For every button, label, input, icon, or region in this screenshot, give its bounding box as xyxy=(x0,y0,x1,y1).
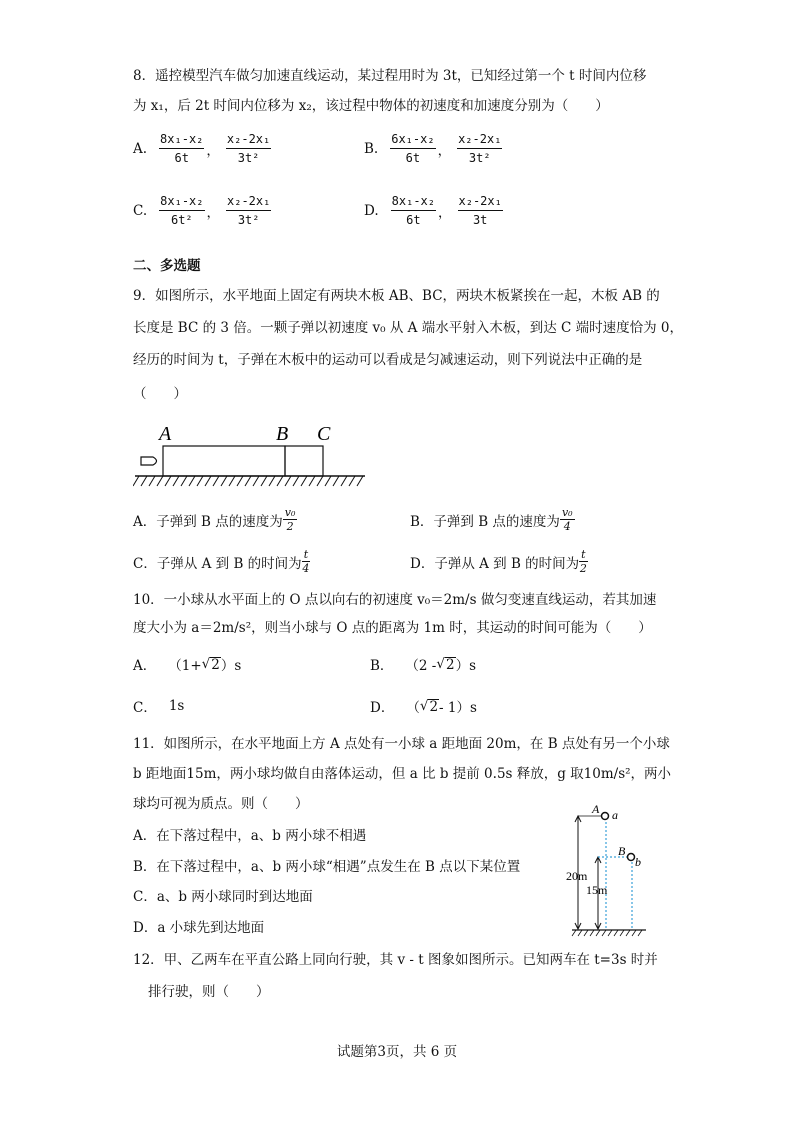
q11-figure-falling-balls xyxy=(562,800,662,942)
q9-option-b-key: B． xyxy=(410,513,434,530)
q9-option-d-fraction: $\frac{t}{2}$ xyxy=(579,548,587,575)
q9-option-c-key: C． xyxy=(133,555,157,572)
q11-option-c[interactable]: C．a、b 两小球同时到达地面 xyxy=(133,889,313,905)
q9-option-a-text: 子弹到 B 点的速度为 xyxy=(156,513,283,530)
q9-label-a: A xyxy=(159,423,172,445)
q12-stem-line1: 12．甲、乙两车在平直公路上同向行驶，其 v - t 图象如图所示。已知两车在 t=3s 时并 xyxy=(133,952,658,968)
q8-option-c-fraction-1: $\frac{\text{8x₁-x₂}}{\text{6t²}}$ xyxy=(160,194,204,227)
q10-option-b-key: B． xyxy=(370,658,394,674)
q8-option-b[interactable]: B. $\frac{\text{6x₁-x₂}}{6t}$ ， $\frac{\text{x₂-2x₁}}{\text{3t²}}$ xyxy=(364,132,502,165)
q8-option-c-key: C. xyxy=(133,203,148,219)
q8-option-a[interactable]: A. $\frac{\text{8x₁-x₂}}{6t}$ ， $\frac{\text{x₂-2x₁}}{\text{3t²}}$ xyxy=(133,132,271,165)
q9-board-bc xyxy=(285,446,323,476)
q9-option-b[interactable] xyxy=(410,506,575,533)
q11-label-20m: 20m xyxy=(566,869,588,883)
q8-option-a-key: A. xyxy=(133,141,148,157)
q8-option-c[interactable]: C. $\frac{\text{8x₁-x₂}}{\text{6t²}}$ ， $\frac{\text{x₂-2x₁}}{\text{3t²}}$ xyxy=(133,194,271,227)
q9-label-b: B xyxy=(276,423,289,445)
q11-label-point-a: A xyxy=(592,802,600,816)
q8-option-c-fraction-2: $\frac{\text{x₂-2x₁}}{\text{3t²}}$ xyxy=(227,194,271,227)
q11-ball-b xyxy=(628,854,635,861)
bullet-icon xyxy=(141,457,157,465)
q11-label-15m: 15m xyxy=(586,883,608,897)
q8-option-d-fraction-1: $\frac{\text{8x₁-x₂}}{6t}$ xyxy=(391,194,435,227)
q11-option-b[interactable]: B．在下落过程中，a、b 两小球“相遇”点发生在 B 点以下某位置 xyxy=(133,859,521,875)
q9-label-c: C xyxy=(317,423,331,445)
q9-option-b-text: 子弹到 B 点的速度为 xyxy=(433,513,560,530)
q9-option-c-fraction: $\frac{t}{4}$ xyxy=(302,548,310,575)
q9-ground-hatching xyxy=(133,476,363,486)
q9-option-b-fraction: $\frac{\text{v₀}}{4}$ xyxy=(561,506,573,533)
q9-option-d-key: D． xyxy=(410,555,435,572)
q10-option-c-key: C． xyxy=(133,700,157,716)
q9-option-a-fraction: $\frac{\text{v₀}}{2}$ xyxy=(284,506,296,533)
q12-stem-line2: 排行驶，则（ ） xyxy=(148,984,270,1000)
q9-stem-line4: （ ） xyxy=(133,386,187,402)
q9-figure-boards xyxy=(133,420,373,496)
q8-option-a-fraction-1: $\frac{\text{8x₁-x₂}}{6t}$ xyxy=(160,132,204,165)
q11-label-point-b: B xyxy=(618,844,626,858)
q8-option-b-fraction-2: $\frac{\text{x₂-2x₁}}{\text{3t²}}$ xyxy=(458,132,502,165)
q11-option-a[interactable]: A．在下落过程中，a、b 两小球不相遇 xyxy=(133,828,367,844)
q10-option-c[interactable]: C． 1s xyxy=(133,698,185,716)
q8-option-d[interactable]: D. $\frac{\text{8x₁-x₂}}{6t}$ ， $\frac{\text{x₂-2x₁}}{3t}$ xyxy=(364,194,502,227)
q11-stem-line3: 球均可视为质点。则（ ） xyxy=(133,796,309,812)
q11-label-ball-a: a xyxy=(612,808,618,822)
section-heading-multiple-choice: 二、多选题 xyxy=(133,258,201,274)
q10-stem-line2: 度大小为 a＝2m/s²，则当小球与 O 点的距离为 1m 时，其运动的时间可能为（ ） xyxy=(133,620,652,636)
q10-option-a-key: A． xyxy=(133,658,157,674)
q9-option-a[interactable] xyxy=(133,506,297,533)
q8-option-a-fraction-2: $\frac{\text{x₂-2x₁}}{\text{3t²}}$ xyxy=(226,132,271,165)
q11-option-d[interactable]: D．a 小球先到达地面 xyxy=(133,920,265,936)
q8-option-b-key: B. xyxy=(364,141,379,157)
q8-option-d-key: D. xyxy=(364,203,379,219)
q11-stem-line1: 11．如图所示，在水平地面上方 A 点处有一小球 a 距地面 20m，在 B 点处有另一个小球 xyxy=(133,736,670,752)
sqrt-icon: √ xyxy=(436,656,445,672)
q9-board-ab xyxy=(163,446,285,476)
q10-option-d-key: D． xyxy=(370,700,395,716)
q10-option-a[interactable]: A． （1+ √ 2 ）s xyxy=(133,656,242,674)
q9-option-d-text: 子弹从 A 到 B 的时间为 xyxy=(434,555,580,572)
q11-label-ball-b: b xyxy=(635,855,641,869)
q9-stem-line1: 9．如图所示，水平地面上固定有两块木板 AB、BC，两块木板紧挨在一起，木板 AB 的 xyxy=(133,288,660,304)
q9-option-a-key: A． xyxy=(133,513,157,530)
q8-option-d-fraction-2: $\frac{\text{x₂-2x₁}}{3t}$ xyxy=(458,194,502,227)
q9-stem-line3: 经历的时间为 t，子弹在木板中的运动可以看成是匀减速运动，则下列说法中正确的是 xyxy=(133,352,643,368)
q8-stem-line2: 为 x₁，后 2t 时间内位移为 x₂，该过程中物体的初速度和加速度分别为（ ） xyxy=(133,98,609,114)
q9-stem-line2: 长度是 BC 的 3 倍。一颗子弹以初速度 v₀ 从 A 端水平射入木板，到达 C 端时速度恰为 0， xyxy=(133,320,683,336)
q10-option-d[interactable]: D． （ √ 2 - 1）s xyxy=(370,698,477,716)
sqrt-icon: √ xyxy=(419,698,429,714)
q9-option-c-text: 子弹从 A 到 B 的时间为 xyxy=(156,555,302,572)
q10-option-b[interactable]: B． （2 - √ 2 ）s xyxy=(370,656,477,674)
q8-option-b-fraction-1: $\frac{\text{6x₁-x₂}}{6t}$ xyxy=(391,132,435,165)
q9-option-c[interactable] xyxy=(133,548,310,575)
q9-option-d[interactable] xyxy=(410,548,588,575)
q8-stem-line1: 8．遥控模型汽车做匀加速直线运动，某过程用时为 3t，已知经过第一个 t 时间内位移 xyxy=(133,68,647,84)
q10-stem-line1: 10．一小球从水平面上的 O 点以向右的初速度 v₀＝2m/s 做匀变速直线运动，若其加速 xyxy=(133,592,657,608)
sqrt-icon: √ xyxy=(201,656,211,672)
q11-stem-line2: b 距地面15m，两小球均做自由落体运动，但 a 比 b 提前 0.5s 释放，g 取10m/s²，两小 xyxy=(133,766,672,782)
page-footer: 试题第3页，共 6 页 xyxy=(336,1044,458,1060)
q11-ground-hatching xyxy=(572,930,642,936)
q11-ball-a xyxy=(602,813,609,820)
